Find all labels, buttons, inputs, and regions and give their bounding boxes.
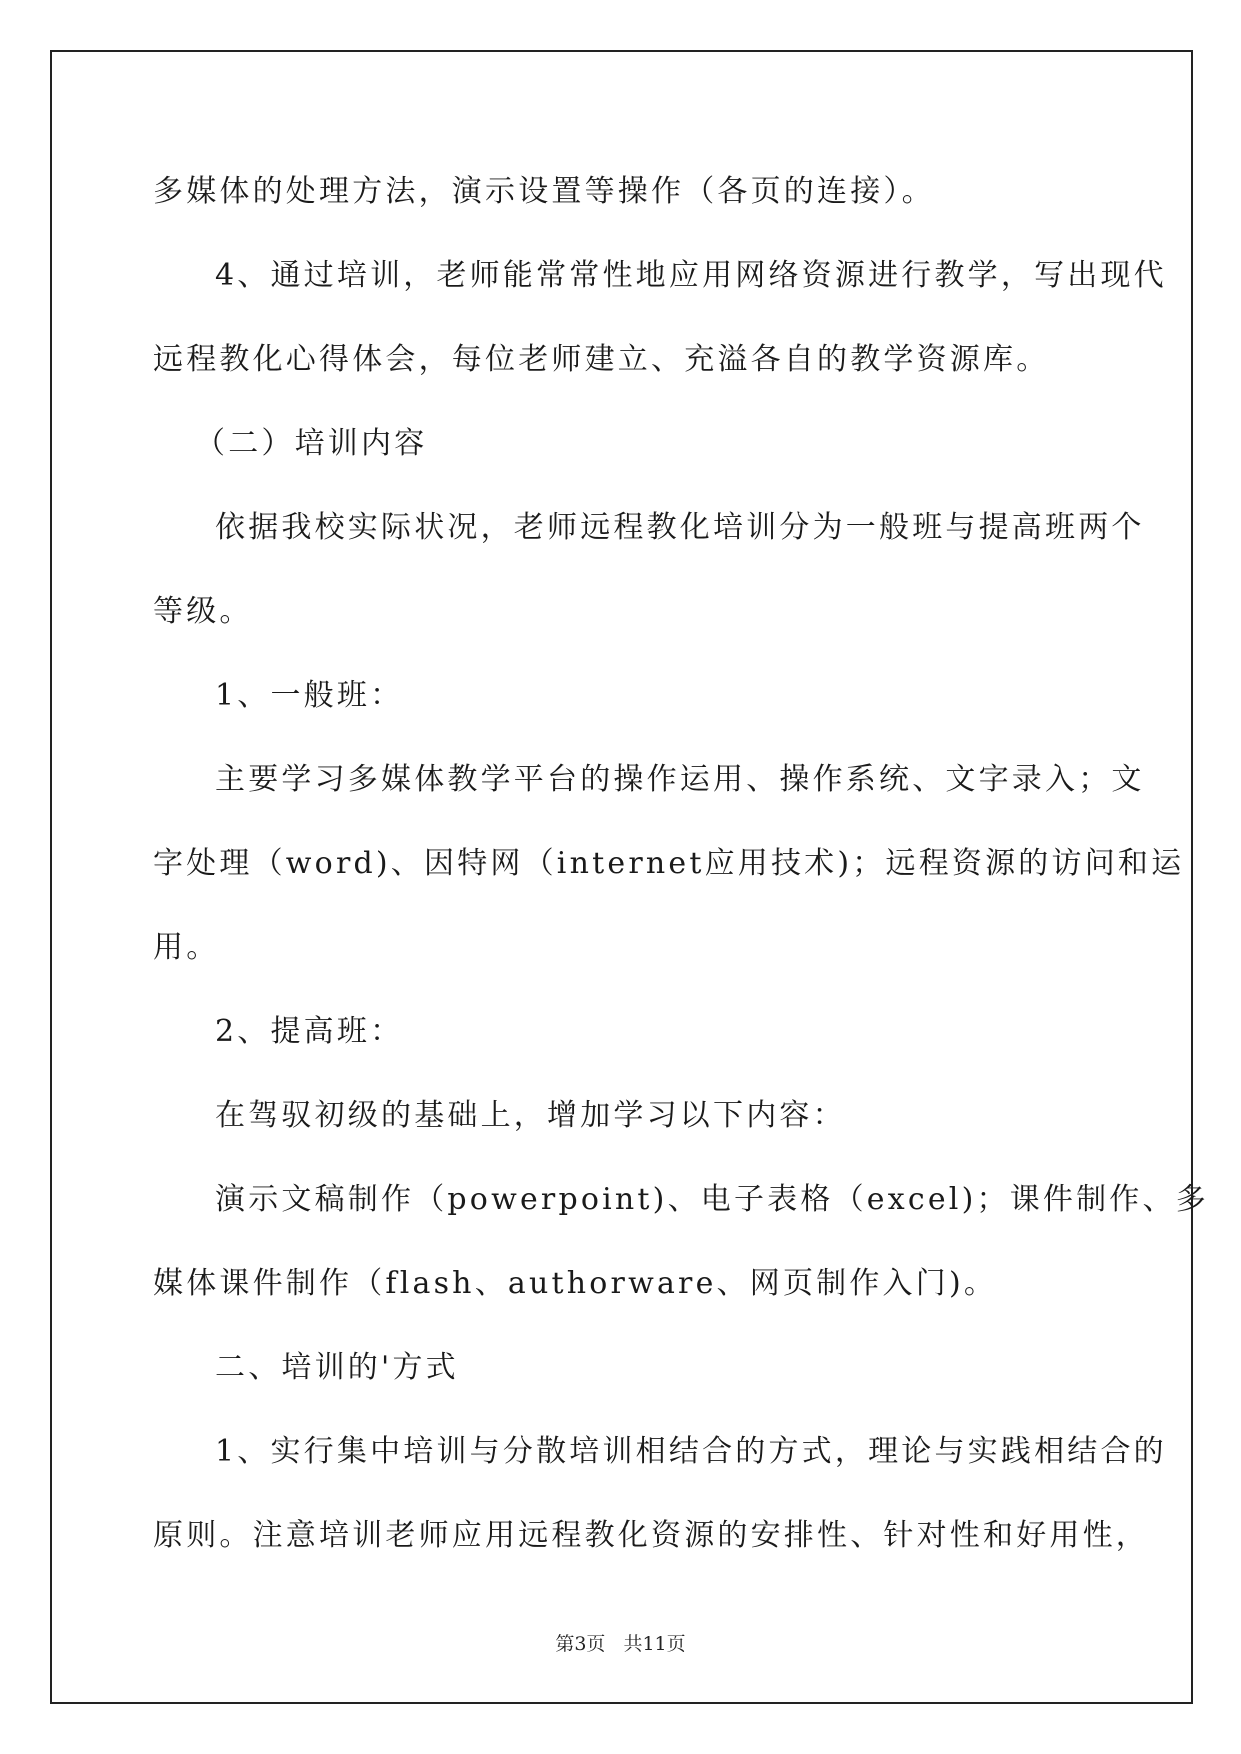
paragraph-line: 主要学习多媒体教学平台的操作运用、操作系统、文字录入；文 <box>215 762 1145 797</box>
paragraph-line: 原则。注意培训老师应用远程教化资源的安排性、针对性和好用性， <box>153 1518 1149 1553</box>
paragraph-line: 在驾驭初级的基础上，增加学习以下内容： <box>215 1098 846 1133</box>
paragraph-line: 字处理（word)、因特网（internet应用技术)；远程资源的访问和运 <box>153 846 1185 881</box>
page-total: 共11页 <box>623 1633 686 1655</box>
paragraph-line: 依据我校实际状况，老师远程教化培训分为一般班与提高班两个 <box>215 510 1145 545</box>
subheading: 1、一般班： <box>215 678 404 713</box>
paragraph-line: 远程教化心得体会，每位老师建立、充溢各自的教学资源库。 <box>153 342 1050 377</box>
page-number: 第3页 <box>555 1633 606 1655</box>
section-heading: （二）培训内容 <box>195 426 428 461</box>
paragraph-line: 4、通过培训，老师能常常性地应用网络资源进行教学，写出现代 <box>215 258 1167 293</box>
paragraph-line: 多媒体的处理方法，演示设置等操作（各页的连接）。 <box>153 174 935 209</box>
paragraph-line: 等级。 <box>153 594 253 629</box>
paragraph-line: 演示文稿制作（powerpoint)、电子表格（excel)；课件制作、多 <box>215 1182 1209 1217</box>
paragraph-line: 媒体课件制作（flash、authorware、网页制作入门)。 <box>153 1266 998 1301</box>
page-footer <box>0 1632 1241 1656</box>
section-heading: 二、培训的'方式 <box>215 1350 459 1385</box>
subheading: 2、提高班： <box>215 1014 404 1049</box>
paragraph-line: 1、实行集中培训与分散培训相结合的方式，理论与实践相结合的 <box>215 1434 1167 1469</box>
paragraph-line: 用。 <box>153 930 220 965</box>
